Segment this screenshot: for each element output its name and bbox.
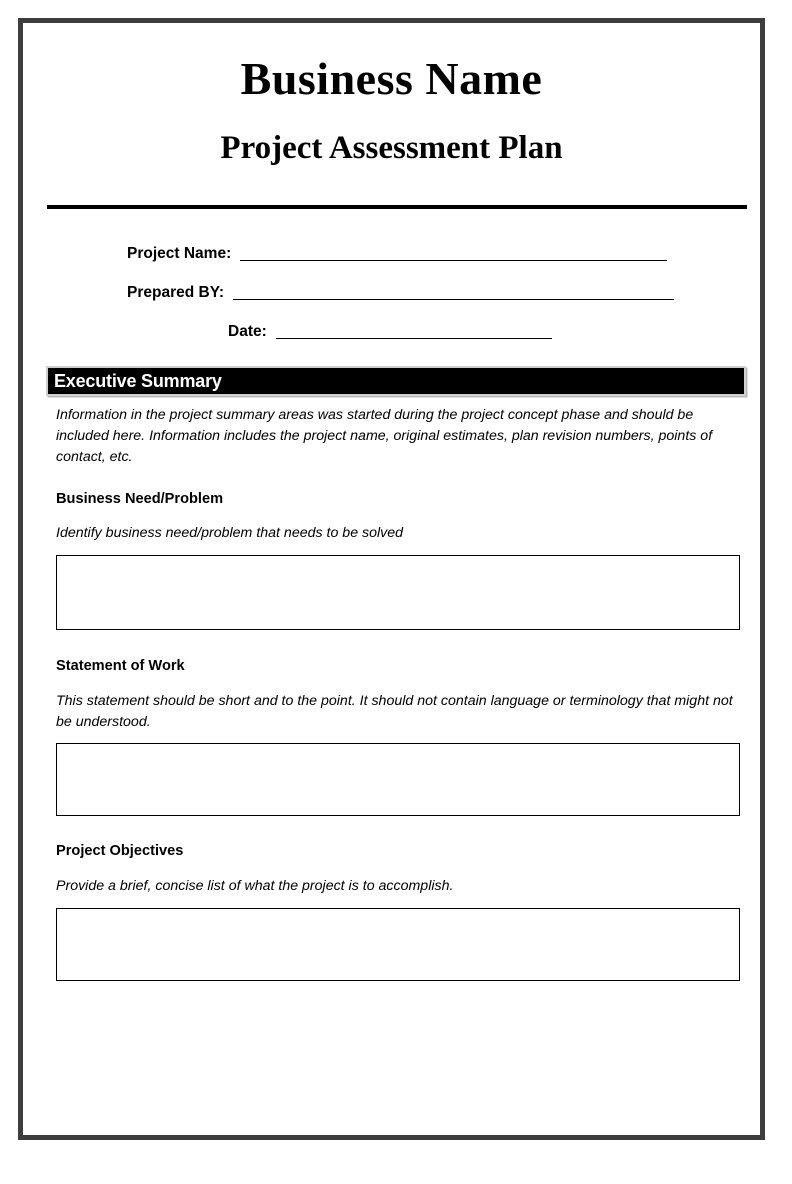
document-page — [18, 18, 765, 1140]
field-prepared-by-label: Prepared BY: — [127, 284, 225, 301]
subsection-instruction-project-objectives: Provide a brief, concise list of what the project is to accomplish. — [56, 878, 454, 894]
field-prepared-by-input[interactable] — [233, 299, 674, 300]
answer-box-project-objectives[interactable] — [56, 908, 740, 981]
subsection-instruction-business-need: Identify business need/problem that needs to be solved — [56, 525, 404, 541]
title-divider-rule — [47, 205, 747, 209]
page-content-area — [23, 23, 760, 1135]
field-project-name-input[interactable] — [240, 260, 667, 261]
field-date[interactable] — [228, 319, 552, 341]
plan-subtitle: Project Assessment Plan — [220, 130, 563, 166]
subsection-instruction-statement-of-work: This statement should be short and to the point. It should not contain language or terminology that might not be understood. — [56, 693, 733, 730]
section-header-label: Executive Summary — [54, 371, 222, 391]
field-date-input[interactable] — [276, 338, 552, 339]
subsection-heading-business-need: Business Need/Problem — [56, 491, 224, 507]
answer-box-business-need[interactable] — [56, 555, 740, 630]
field-project-name-label: Project Name: — [127, 245, 232, 262]
section-header-executive-summary — [46, 366, 746, 396]
business-name-title: Business Name — [240, 53, 543, 104]
answer-box-statement-of-work[interactable] — [56, 743, 740, 816]
field-date-label: Date: — [228, 323, 267, 340]
subsection-heading-statement-of-work: Statement of Work — [56, 658, 185, 674]
executive-summary-intro-paragraph: Information in the project summary areas was started during the project concept phase and should be included here. Information includes the project name, original estimates, plan revision numbers, points of contact, etc. — [56, 407, 713, 465]
section-body — [56, 405, 756, 981]
field-project-name[interactable] — [127, 241, 667, 263]
subsection-heading-project-objectives: Project Objectives — [56, 843, 184, 859]
field-prepared-by[interactable] — [127, 280, 674, 302]
